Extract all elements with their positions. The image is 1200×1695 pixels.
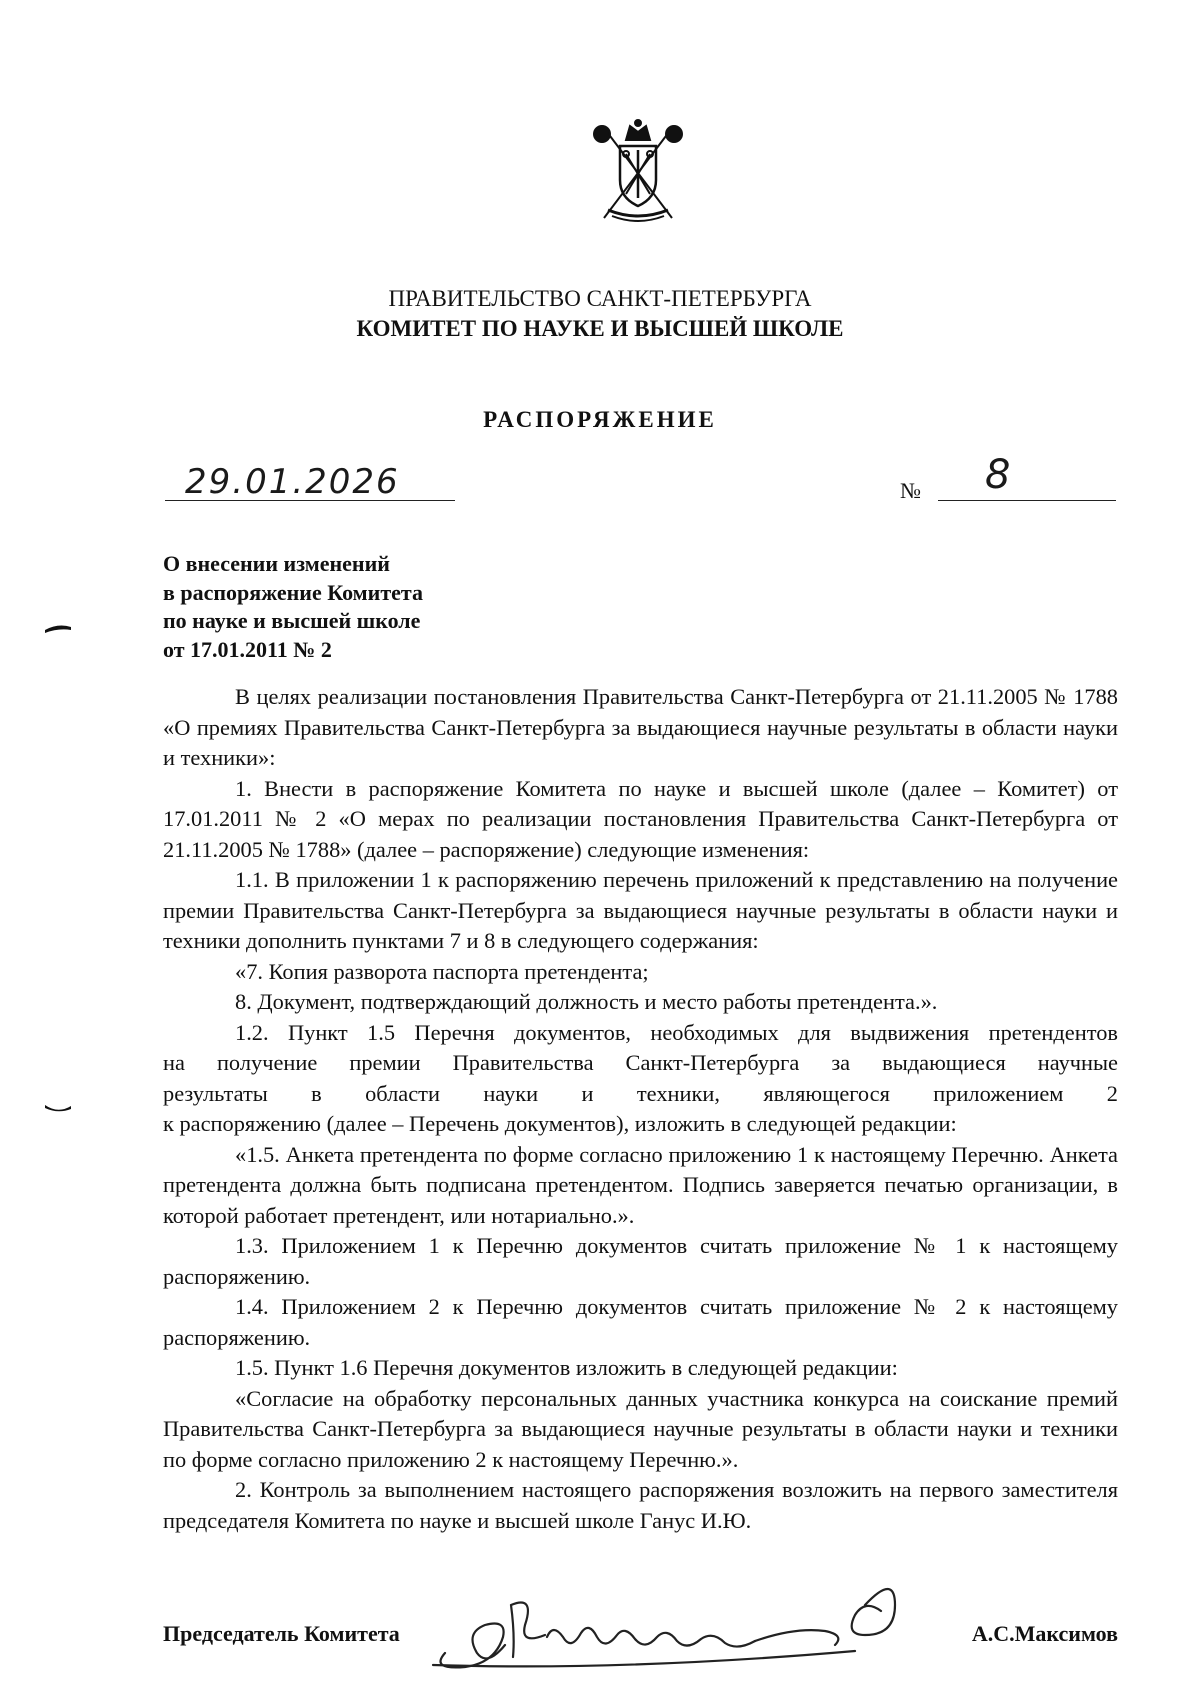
- paragraph: 1.5. Пункт 1.6 Перечня документов изложить в следующей редакции:: [235, 1355, 898, 1380]
- document-number: 8: [985, 452, 1011, 498]
- document-date: 29.01.2026: [185, 462, 400, 502]
- paragraph-line: результаты в области науки и техники, являющегося приложением 2: [163, 1080, 1118, 1106]
- paragraph: В целях реализации постановления Правительства Санкт-Петербурга от 21.11.2005 № 1788 «О премиях Правительства Санкт-Петербурга за выдающиеся научные результаты в области науки и техники»:: [163, 684, 1118, 770]
- paragraph-line: 1.2. Пункт 1.5 Перечня документов, необходимых для выдвижения претендентов: [235, 1019, 1118, 1045]
- paragraph: 1. Внести в распоряжение Комитета по науке и высшей школе (далее – Комитет) от 17.01.2011 № 2 «О мерах по реализации постановления Правительства Санкт-Петербурга от 21.11.2005 № 1788» (далее – распоряжение) следующие изменения:: [163, 775, 1118, 862]
- subject-line: от 17.01.2011 № 2: [163, 636, 332, 662]
- signatory-title: Председатель Комитета: [163, 1621, 400, 1646]
- paragraph: «1.5. Анкета претендента по форме согласно приложению 1 к настоящему Перечню. Анкета претендента должна быть подписана претендентом. Подпись заверяется печатью организации, в которой работает претендент, или нотариально.».: [163, 1141, 1118, 1228]
- paragraph: 8. Документ, подтверждающий должность и место работы претендента.».: [235, 989, 938, 1014]
- paragraph: 2. Контроль за выполнением настоящего распоряжения возложить на первого заместителя председателя Комитета по науке и высшей школе Ганус И.Ю.: [163, 1477, 1118, 1533]
- subject-line: в распоряжение Комитета: [163, 579, 423, 605]
- paragraph: «7. Копия разворота паспорта претендента;: [235, 958, 649, 984]
- paragraph: [163, 1018, 1118, 1140]
- government-title: ПРАВИТЕЛЬСТВО САНКТ-ПЕТЕРБУРГА: [388, 286, 812, 311]
- punch-hole-mark: [44, 624, 72, 636]
- document-subject: [163, 550, 523, 664]
- subject-line: О внесении изменений: [163, 551, 390, 576]
- paragraph: 1.3. Приложением 1 к Перечню документов считать приложение № 1 к настоящему распоряжению.: [163, 1233, 1118, 1289]
- subject-line: по науке и высшей школе: [163, 608, 421, 633]
- number-underline: [938, 500, 1116, 501]
- paragraph-line: на получение премии Правительства Санкт-Петербурга за выдающиеся научные: [163, 1050, 1118, 1075]
- spb-coat-of-arms-icon: [590, 118, 686, 226]
- number-sign: №: [900, 478, 921, 503]
- paragraph: «Согласие на обработку персональных данных участника конкурса на соискание премий Правительства Санкт-Петербурга за выдающиеся научные результаты в области науки и техники по форме согласно приложению 2 к настоящему Перечню.».: [163, 1385, 1118, 1472]
- signatory-name: А.С.Максимов: [971, 1621, 1118, 1646]
- paragraph-line: к распоряжению (далее – Перечень документов), изложить в следующей редакции:: [163, 1111, 957, 1136]
- committee-title: КОМИТЕТ ПО НАУКЕ И ВЫСШЕЙ ШКОЛЕ: [356, 316, 844, 341]
- document-type: РАСПОРЯЖЕНИЕ: [483, 407, 717, 432]
- punch-hole-mark: [44, 1102, 72, 1114]
- paragraph: 1.1. В приложении 1 к распоряжению перечень приложений к представлению на получение премии Правительства Санкт-Петербурга за выдающиеся научные результаты в области науки и техники дополнить пунктами 7 и 8 в следующего содержания:: [163, 867, 1118, 953]
- document-body: [163, 682, 1118, 1536]
- paragraph: 1.4. Приложением 2 к Перечню документов считать приложение № 2 к настоящему распоряжению.: [163, 1294, 1118, 1350]
- date-underline: [165, 500, 455, 501]
- handwritten-signature: [425, 1575, 945, 1675]
